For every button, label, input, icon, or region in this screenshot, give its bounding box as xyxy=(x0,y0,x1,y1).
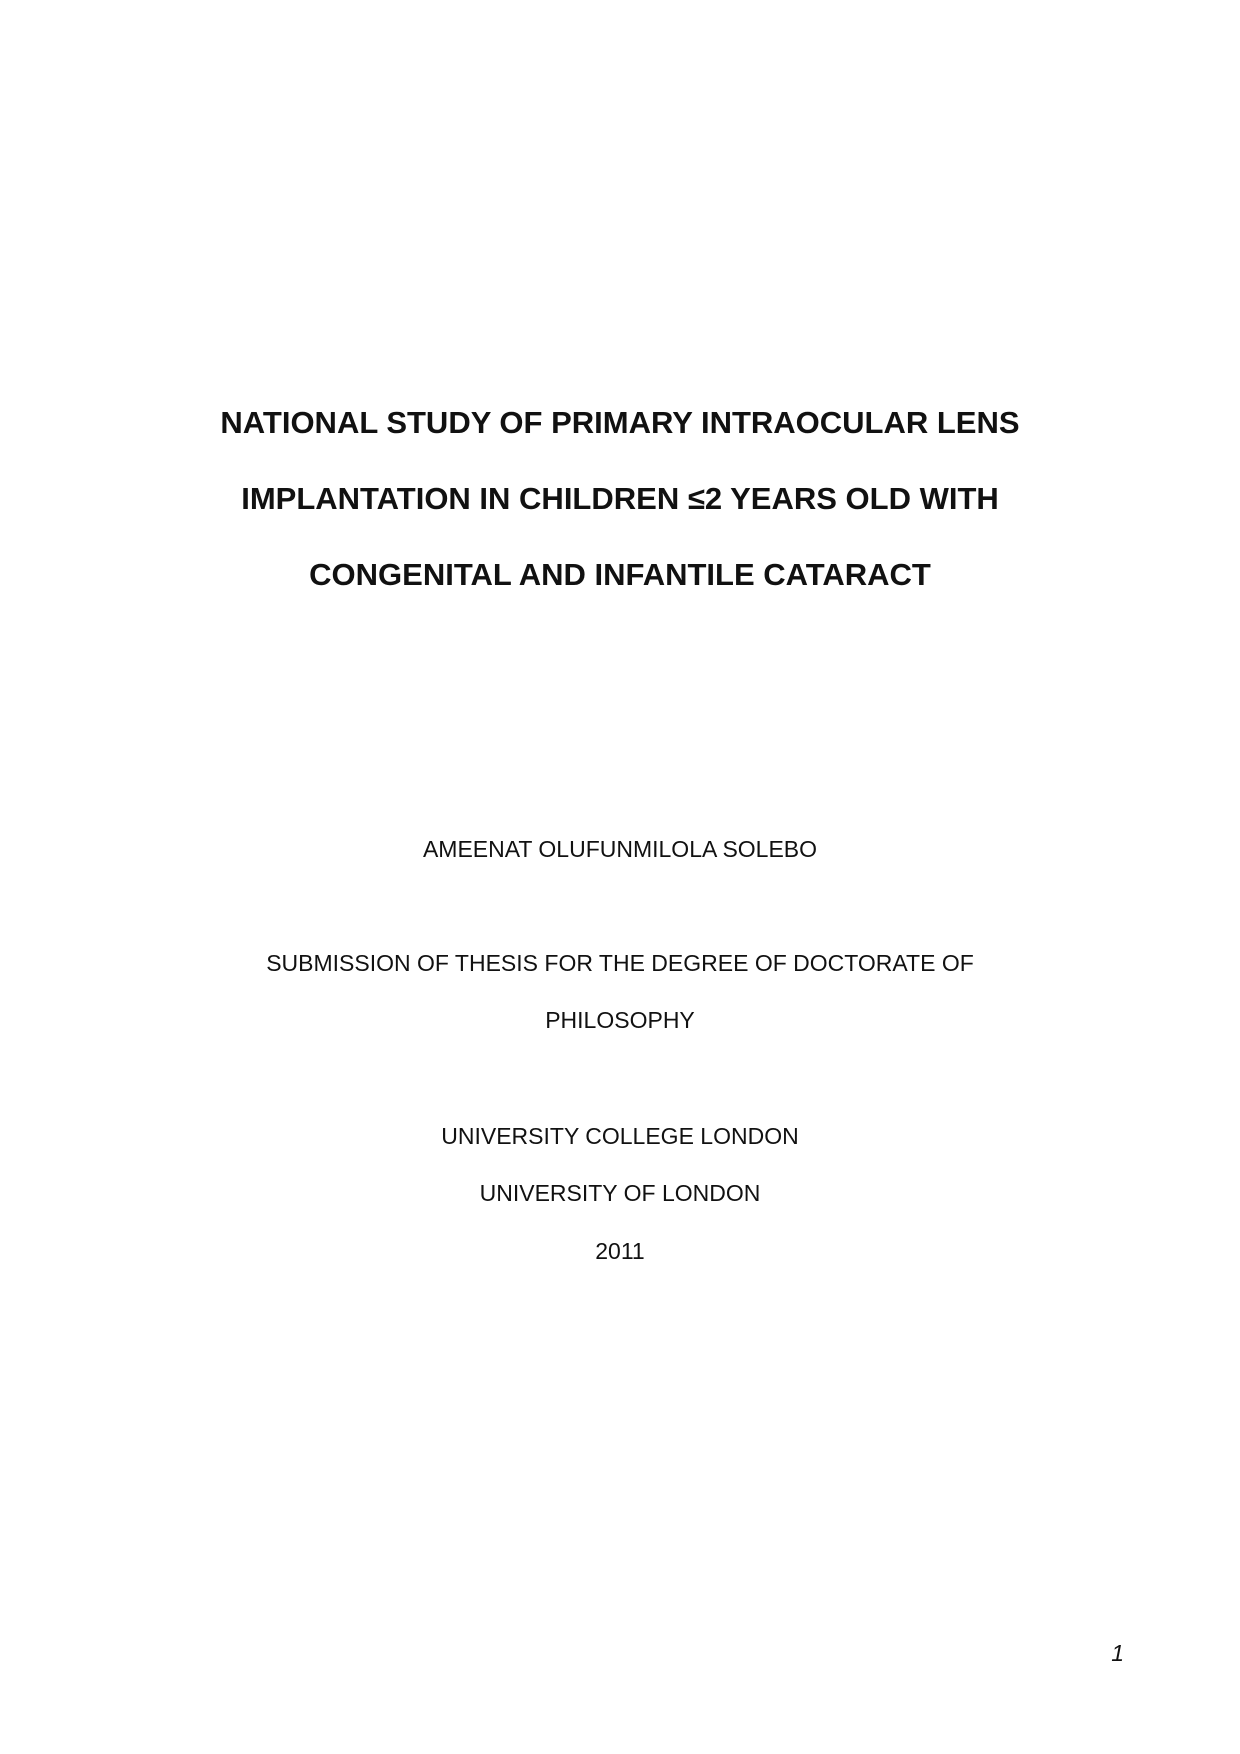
institution-college: UNIVERSITY COLLEGE LONDON xyxy=(441,1123,799,1149)
thesis-title-line-2: IMPLANTATION IN CHILDREN ≤2 YEARS OLD WITH xyxy=(241,481,999,516)
institution-university: UNIVERSITY OF LONDON xyxy=(479,1180,761,1206)
submission-statement-line-2: PHILOSOPHY xyxy=(545,1007,695,1033)
submission-statement-line-1: SUBMISSION OF THESIS FOR THE DEGREE OF DOCTORATE OF xyxy=(266,950,974,976)
thesis-title-line-3: CONGENITAL AND INFANTILE CATARACT xyxy=(309,557,931,592)
author-name: AMEENAT OLUFUNMILOLA SOLEBO xyxy=(422,836,818,862)
thesis-title-line-1: NATIONAL STUDY OF PRIMARY INTRAOCULAR LENS xyxy=(220,405,1020,440)
page-number: 1 xyxy=(1111,1640,1124,1666)
submission-year: 2011 xyxy=(595,1238,645,1264)
